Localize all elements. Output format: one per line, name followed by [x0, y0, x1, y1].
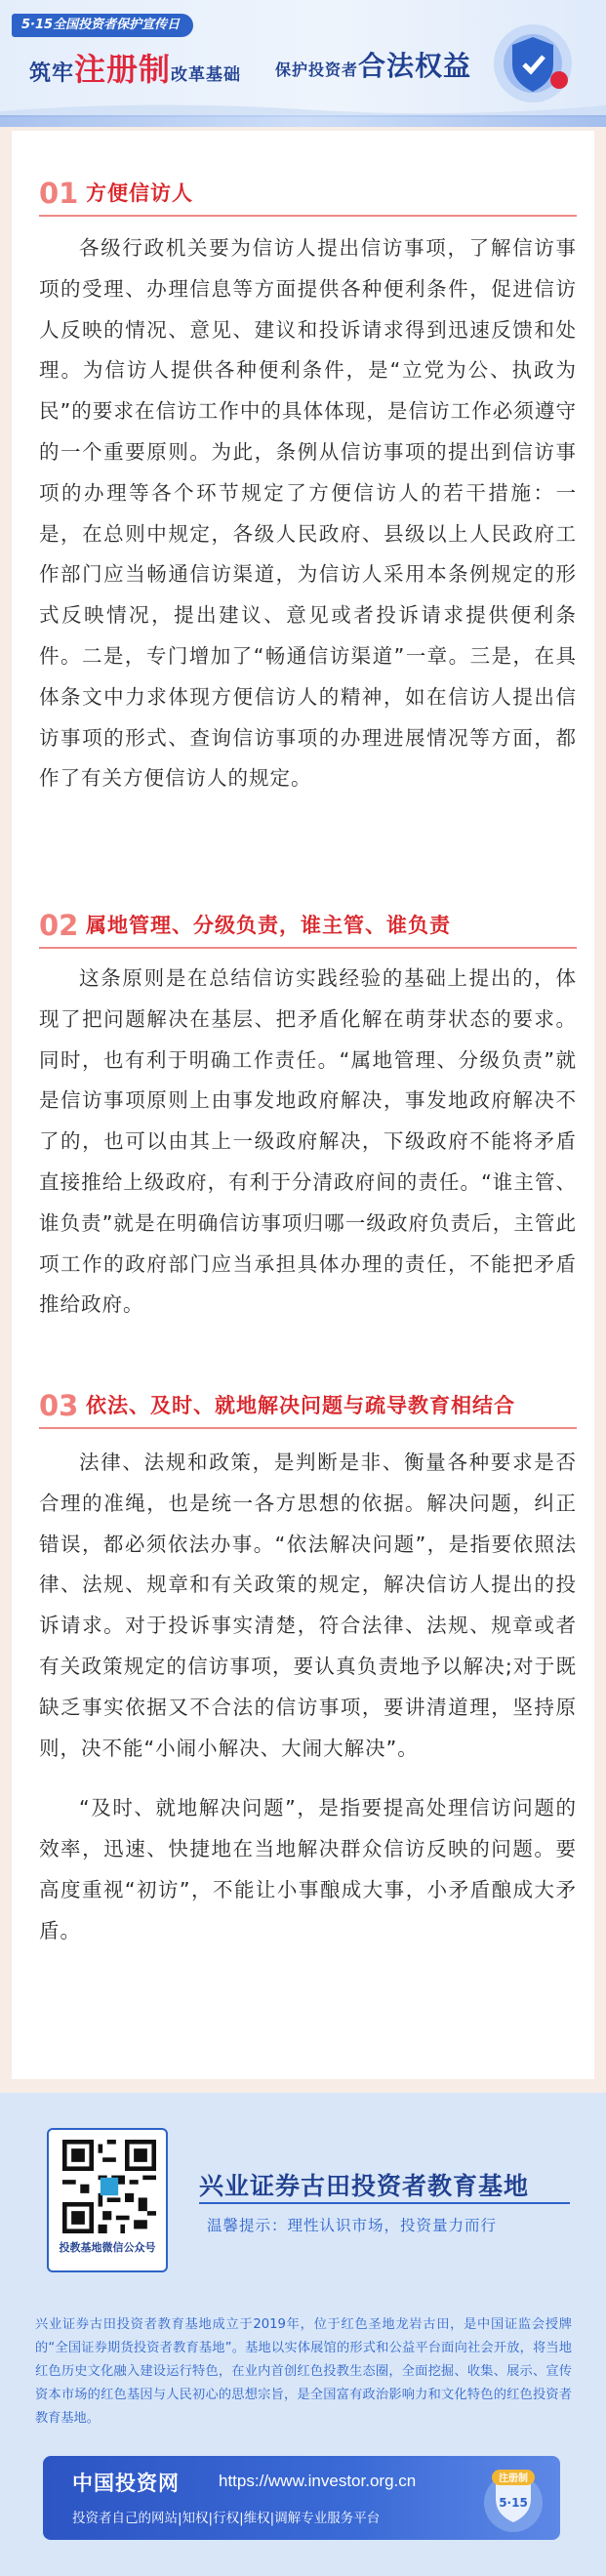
article-card	[12, 131, 594, 2079]
paragraph: 各级行政机关要为信访人提出信访事项，了解信访事项的受理、办理信息等方面提供各种便利条件，促进信访人反映的情况、意见、建议和投诉请求得到迅速反馈和处理。为信访人提供各种便利条件，是“立党为公、执政为民”的要求在信访工作中的具体体现，是信访工作必须遵守的一个重要原则。为此，条例从信访事项的提出到信访事项的办理等各个环节规定了方便信访人的若干措施：一是，在总则中规定，各级人民政府、县级以上人民政府工作部门应当畅通信访渠道，为信访人采用本条例规定的形式反映情况，提出建议、意见或者投诉请求提供便利条件。二是，专门增加了“畅通信访渠道”一章。三是，在具体条文中力求体现方便信访人的精神，如在信访人提出信访事项的形式、查询信访事项的办理进展情况等方面，都作了有关方便信访人的规定。	[39, 236, 577, 791]
qr-code-card	[47, 2128, 168, 2272]
badge-text: 注册制	[499, 2474, 528, 2484]
section-header	[39, 1384, 577, 1429]
svg-text:5·15: 5·15	[499, 2496, 528, 2510]
slogan-right-part1: 保护投资者	[275, 61, 359, 79]
site-logo: 中国投资网	[72, 2471, 180, 2495]
site-url-link[interactable]: https://www.investor.org.cn	[219, 2472, 417, 2490]
qr-code-icon[interactable]	[62, 2140, 156, 2233]
section-01	[39, 172, 577, 799]
section-header	[39, 904, 577, 949]
site-description: 投资者自己的网站|知权|行权|维权|调解专业服务平台	[72, 2511, 381, 2526]
tip-text: 温馨提示：理性认识市场，投资量力而行	[207, 2217, 498, 2234]
section-title: 方便信访人	[86, 182, 193, 205]
paragraph: “及时、就地解决问题”，是指要提高处理信访问题的效率，迅速、快捷地在当地解决群众信访反映的问题。要高度重视“初访”，不能让小事酿成大事，小矛盾酿成大矛盾。	[39, 1796, 577, 1942]
section-body	[39, 228, 577, 799]
section-03	[39, 1384, 577, 1952]
paragraph: 这条原则是在总结信访实践经验的基础上提出的，体现了把问题解决在基层、把矛盾化解在萌芽状态的要求。同时，也有利于明确工作责任。“属地管理、分级负责”就是信访事项原则上由事发地政府解决，事发地政府解决不了的，也可以由其上一级政府解决，下级政府不能将矛盾直接推给上级政府，有利于分清政府间的责任。“谁主管、谁负责”就是在明确信访事项归哪一级政府负责后，主管此项工作的政府部门应当承担具体办理的责任，不能把矛盾推给政府。	[39, 966, 577, 1317]
slogan-right	[275, 45, 471, 84]
section-number: 03	[39, 1389, 79, 1422]
section-02	[39, 904, 577, 1326]
section-body	[39, 1443, 577, 1952]
base-name: 兴业证券古田投资者教育基地	[199, 2172, 530, 2200]
slogan-left-part3: 改革基础	[171, 65, 242, 85]
section-body	[39, 959, 577, 1326]
section-header	[39, 172, 577, 217]
header-banner	[0, 0, 606, 127]
shield-badge-icon	[474, 2460, 552, 2538]
header-wave-deco	[0, 98, 606, 117]
shield-deco-icon	[489, 20, 577, 107]
section-title: 依法、及时、就地解决问题与疏导教育相结合	[86, 1394, 515, 1417]
slogan-left-highlight: 注册制	[74, 51, 172, 88]
slogan-right-part2: 合法权益	[358, 50, 472, 82]
section-number: 02	[39, 909, 79, 942]
base-intro: 兴业证券古田投资者教育基地成立于2019年，位于红色圣地龙岩古田，是中国证监会授牌的“全国证券期货投资者教育基地”。基地以实体展馆的形式和公益平台面向社会开放，将当地红色历史文化融入建设运行特色，在业内首创红色投教生态圈，全面挖掘、收集、展示、宣传资本市场的红色基因与人民初心的思想宗旨，是全国富有政治影响力和文化特色的红色投资者教育基地。	[35, 2317, 572, 2426]
footer	[0, 2093, 606, 2576]
qr-caption: 投教基地微信公众号	[59, 2241, 156, 2254]
section-title: 属地管理、分级负责，谁主管、谁负责	[86, 914, 451, 937]
section-number: 01	[39, 177, 79, 210]
event-tag: 5·15全国投资者保护宣传日	[12, 14, 193, 37]
divider	[199, 2202, 570, 2204]
slogan-left-part1: 筑牢	[29, 61, 75, 86]
investor-site-banner[interactable]	[43, 2456, 560, 2540]
paragraph: 法律、法规和政策，是判断是非、衡量各种要求是否合理的准绳，也是统一各方思想的依据。解决问题，纠正错误，都必须依法办事。“依法解决问题”，是指要依照法律、法规、规章和有关政策的规定，解决信访人提出的投诉请求。对于投诉事实清楚，符合法律、法规、规章或者有关政策规定的信访事项，要认真负责地予以解决;对于既缺乏事实依据又不合法的信访事项，要讲清道理，坚持原则，决不能“小闹小解决、大闹大解决”。	[39, 1451, 577, 1760]
header-strip	[0, 115, 606, 127]
slogan-left	[29, 45, 241, 90]
